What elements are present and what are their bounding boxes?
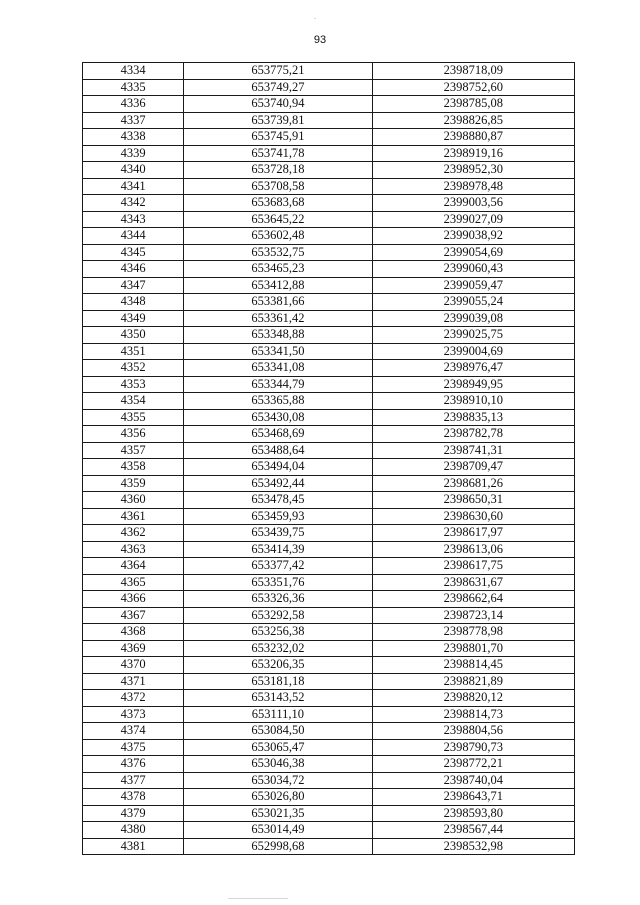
point-number-cell: 4342 bbox=[83, 195, 184, 212]
table-row bbox=[83, 343, 575, 360]
y-coordinate-cell: 2398976,47 bbox=[372, 360, 574, 377]
point-number-cell: 4381 bbox=[83, 838, 184, 855]
point-number-cell: 4336 bbox=[83, 96, 184, 113]
x-coordinate-cell: 653459,93 bbox=[184, 508, 372, 525]
y-coordinate-cell: 2399039,08 bbox=[372, 310, 574, 327]
table-row bbox=[83, 228, 575, 245]
y-coordinate-cell: 2398681,26 bbox=[372, 475, 574, 492]
table-row bbox=[83, 673, 575, 690]
point-number-cell: 4352 bbox=[83, 360, 184, 377]
y-coordinate-cell: 2398630,60 bbox=[372, 508, 574, 525]
point-number-cell: 4338 bbox=[83, 129, 184, 146]
point-number-cell: 4340 bbox=[83, 162, 184, 179]
table-row bbox=[83, 607, 575, 624]
y-coordinate-cell: 2398804,56 bbox=[372, 723, 574, 740]
table-row bbox=[83, 129, 575, 146]
x-coordinate-cell: 653084,50 bbox=[184, 723, 372, 740]
x-coordinate-cell: 653740,94 bbox=[184, 96, 372, 113]
y-coordinate-cell: 2398820,12 bbox=[372, 690, 574, 707]
table-row bbox=[83, 475, 575, 492]
y-coordinate-cell: 2398593,80 bbox=[372, 805, 574, 822]
point-number-cell: 4337 bbox=[83, 112, 184, 129]
x-coordinate-cell: 653377,42 bbox=[184, 558, 372, 575]
table-row bbox=[83, 426, 575, 443]
table-row bbox=[83, 277, 575, 294]
x-coordinate-cell: 653468,69 bbox=[184, 426, 372, 443]
point-number-cell: 4335 bbox=[83, 79, 184, 96]
point-number-cell: 4369 bbox=[83, 640, 184, 657]
y-coordinate-cell: 2399055,24 bbox=[372, 294, 574, 311]
table-row bbox=[83, 541, 575, 558]
table-row bbox=[83, 624, 575, 641]
y-coordinate-cell: 2398814,45 bbox=[372, 657, 574, 674]
table-row bbox=[83, 96, 575, 113]
point-number-cell: 4355 bbox=[83, 409, 184, 426]
table-row bbox=[83, 409, 575, 426]
x-coordinate-cell: 653232,02 bbox=[184, 640, 372, 657]
point-number-cell: 4346 bbox=[83, 261, 184, 278]
point-number-cell: 4373 bbox=[83, 706, 184, 723]
table-row bbox=[83, 459, 575, 476]
table-row bbox=[83, 657, 575, 674]
point-number-cell: 4359 bbox=[83, 475, 184, 492]
x-coordinate-cell: 653708,58 bbox=[184, 178, 372, 195]
x-coordinate-cell: 653034,72 bbox=[184, 772, 372, 789]
x-coordinate-cell: 653292,58 bbox=[184, 607, 372, 624]
point-number-cell: 4341 bbox=[83, 178, 184, 195]
y-coordinate-cell: 2398631,67 bbox=[372, 574, 574, 591]
x-coordinate-cell: 653256,38 bbox=[184, 624, 372, 641]
point-number-cell: 4350 bbox=[83, 327, 184, 344]
x-coordinate-cell: 653602,48 bbox=[184, 228, 372, 245]
x-coordinate-cell: 653412,88 bbox=[184, 277, 372, 294]
x-coordinate-cell: 653326,36 bbox=[184, 591, 372, 608]
y-coordinate-cell: 2398790,73 bbox=[372, 739, 574, 756]
x-coordinate-cell: 653351,76 bbox=[184, 574, 372, 591]
y-coordinate-cell: 2398826,85 bbox=[372, 112, 574, 129]
y-coordinate-cell: 2399059,47 bbox=[372, 277, 574, 294]
point-number-cell: 4347 bbox=[83, 277, 184, 294]
x-coordinate-cell: 653532,75 bbox=[184, 244, 372, 261]
point-number-cell: 4372 bbox=[83, 690, 184, 707]
table-row bbox=[83, 376, 575, 393]
point-number-cell: 4344 bbox=[83, 228, 184, 245]
y-coordinate-cell: 2398643,71 bbox=[372, 789, 574, 806]
x-coordinate-cell: 653046,38 bbox=[184, 756, 372, 773]
x-coordinate-cell: 653065,47 bbox=[184, 739, 372, 756]
x-coordinate-cell: 653465,23 bbox=[184, 261, 372, 278]
point-number-cell: 4363 bbox=[83, 541, 184, 558]
y-coordinate-cell: 2398801,70 bbox=[372, 640, 574, 657]
y-coordinate-cell: 2398617,75 bbox=[372, 558, 574, 575]
x-coordinate-cell: 653728,18 bbox=[184, 162, 372, 179]
point-number-cell: 4334 bbox=[83, 63, 184, 80]
y-coordinate-cell: 2398718,09 bbox=[372, 63, 574, 80]
point-number-cell: 4371 bbox=[83, 673, 184, 690]
page-number: 93 bbox=[313, 34, 327, 46]
table-row bbox=[83, 310, 575, 327]
table-row bbox=[83, 772, 575, 789]
y-coordinate-cell: 2398567,44 bbox=[372, 822, 574, 839]
y-coordinate-cell: 2398617,97 bbox=[372, 525, 574, 542]
y-coordinate-cell: 2398532,98 bbox=[372, 838, 574, 855]
table-row bbox=[83, 195, 575, 212]
table-row bbox=[83, 756, 575, 773]
point-number-cell: 4348 bbox=[83, 294, 184, 311]
point-number-cell: 4374 bbox=[83, 723, 184, 740]
x-coordinate-cell: 653645,22 bbox=[184, 211, 372, 228]
x-coordinate-cell: 653341,50 bbox=[184, 343, 372, 360]
y-coordinate-cell: 2398772,21 bbox=[372, 756, 574, 773]
x-coordinate-cell: 653341,08 bbox=[184, 360, 372, 377]
x-coordinate-cell: 653430,08 bbox=[184, 409, 372, 426]
x-coordinate-cell: 653365,88 bbox=[184, 393, 372, 410]
point-number-cell: 4361 bbox=[83, 508, 184, 525]
table-row bbox=[83, 145, 575, 162]
y-coordinate-cell: 2398919,16 bbox=[372, 145, 574, 162]
point-number-cell: 4380 bbox=[83, 822, 184, 839]
x-coordinate-cell: 653494,04 bbox=[184, 459, 372, 476]
y-coordinate-cell: 2398662,64 bbox=[372, 591, 574, 608]
x-coordinate-cell: 653488,64 bbox=[184, 442, 372, 459]
y-coordinate-cell: 2399054,69 bbox=[372, 244, 574, 261]
point-number-cell: 4377 bbox=[83, 772, 184, 789]
y-coordinate-cell: 2398778,98 bbox=[372, 624, 574, 641]
point-number-cell: 4370 bbox=[83, 657, 184, 674]
point-number-cell: 4379 bbox=[83, 805, 184, 822]
table-row bbox=[83, 63, 575, 80]
table-row bbox=[83, 591, 575, 608]
x-coordinate-cell: 653741,78 bbox=[184, 145, 372, 162]
x-coordinate-cell: 653739,81 bbox=[184, 112, 372, 129]
y-coordinate-cell: 2399038,92 bbox=[372, 228, 574, 245]
table-row bbox=[83, 492, 575, 509]
x-coordinate-cell: 653348,88 bbox=[184, 327, 372, 344]
table-row bbox=[83, 525, 575, 542]
point-number-cell: 4351 bbox=[83, 343, 184, 360]
y-coordinate-cell: 2398949,95 bbox=[372, 376, 574, 393]
y-coordinate-cell: 2398952,30 bbox=[372, 162, 574, 179]
x-coordinate-cell: 653478,45 bbox=[184, 492, 372, 509]
scan-artifact-bottom bbox=[228, 898, 288, 899]
table-row bbox=[83, 162, 575, 179]
y-coordinate-cell: 2398740,04 bbox=[372, 772, 574, 789]
point-number-cell: 4367 bbox=[83, 607, 184, 624]
x-coordinate-cell: 653111,10 bbox=[184, 706, 372, 723]
x-coordinate-cell: 653492,44 bbox=[184, 475, 372, 492]
y-coordinate-cell: 2398613,06 bbox=[372, 541, 574, 558]
x-coordinate-cell: 653745,91 bbox=[184, 129, 372, 146]
y-coordinate-cell: 2398880,87 bbox=[372, 129, 574, 146]
y-coordinate-cell: 2398741,31 bbox=[372, 442, 574, 459]
point-number-cell: 4360 bbox=[83, 492, 184, 509]
point-number-cell: 4356 bbox=[83, 426, 184, 443]
x-coordinate-cell: 653775,21 bbox=[184, 63, 372, 80]
table-row bbox=[83, 690, 575, 707]
y-coordinate-cell: 2398782,78 bbox=[372, 426, 574, 443]
y-coordinate-cell: 2398752,60 bbox=[372, 79, 574, 96]
x-coordinate-cell: 653021,35 bbox=[184, 805, 372, 822]
x-coordinate-cell: 653181,18 bbox=[184, 673, 372, 690]
y-coordinate-cell: 2398910,10 bbox=[372, 393, 574, 410]
x-coordinate-cell: 653439,75 bbox=[184, 525, 372, 542]
x-coordinate-cell: 653361,42 bbox=[184, 310, 372, 327]
table-row bbox=[83, 360, 575, 377]
scan-artifact-top bbox=[314, 18, 316, 19]
table-row bbox=[83, 789, 575, 806]
y-coordinate-cell: 2399025,75 bbox=[372, 327, 574, 344]
point-number-cell: 4349 bbox=[83, 310, 184, 327]
point-number-cell: 4364 bbox=[83, 558, 184, 575]
point-number-cell: 4378 bbox=[83, 789, 184, 806]
y-coordinate-cell: 2398835,13 bbox=[372, 409, 574, 426]
table-row bbox=[83, 244, 575, 261]
y-coordinate-cell: 2398821,89 bbox=[372, 673, 574, 690]
y-coordinate-cell: 2399004,69 bbox=[372, 343, 574, 360]
table-row bbox=[83, 211, 575, 228]
y-coordinate-cell: 2399060,43 bbox=[372, 261, 574, 278]
table-row bbox=[83, 508, 575, 525]
point-number-cell: 4345 bbox=[83, 244, 184, 261]
table-row bbox=[83, 79, 575, 96]
point-number-cell: 4376 bbox=[83, 756, 184, 773]
table-row bbox=[83, 261, 575, 278]
point-number-cell: 4358 bbox=[83, 459, 184, 476]
point-number-cell: 4339 bbox=[83, 145, 184, 162]
point-number-cell: 4354 bbox=[83, 393, 184, 410]
point-number-cell: 4353 bbox=[83, 376, 184, 393]
table-row bbox=[83, 294, 575, 311]
table-row bbox=[83, 805, 575, 822]
x-coordinate-cell: 652998,68 bbox=[184, 838, 372, 855]
y-coordinate-cell: 2399027,09 bbox=[372, 211, 574, 228]
y-coordinate-cell: 2398650,31 bbox=[372, 492, 574, 509]
x-coordinate-cell: 653206,35 bbox=[184, 657, 372, 674]
x-coordinate-cell: 653414,39 bbox=[184, 541, 372, 558]
table-row bbox=[83, 640, 575, 657]
table-row bbox=[83, 822, 575, 839]
x-coordinate-cell: 653143,52 bbox=[184, 690, 372, 707]
x-coordinate-cell: 653344,79 bbox=[184, 376, 372, 393]
point-number-cell: 4366 bbox=[83, 591, 184, 608]
table-row bbox=[83, 393, 575, 410]
table-row bbox=[83, 112, 575, 129]
point-number-cell: 4375 bbox=[83, 739, 184, 756]
x-coordinate-cell: 653749,27 bbox=[184, 79, 372, 96]
point-number-cell: 4368 bbox=[83, 624, 184, 641]
table-row bbox=[83, 327, 575, 344]
table-row bbox=[83, 723, 575, 740]
y-coordinate-cell: 2398978,48 bbox=[372, 178, 574, 195]
table-row bbox=[83, 442, 575, 459]
table-row bbox=[83, 739, 575, 756]
x-coordinate-cell: 653026,80 bbox=[184, 789, 372, 806]
table-row bbox=[83, 706, 575, 723]
table-row bbox=[83, 178, 575, 195]
y-coordinate-cell: 2398709,47 bbox=[372, 459, 574, 476]
coordinates-table-body bbox=[83, 63, 575, 855]
coordinates-table bbox=[82, 62, 575, 855]
point-number-cell: 4357 bbox=[83, 442, 184, 459]
table-row bbox=[83, 558, 575, 575]
y-coordinate-cell: 2398723,14 bbox=[372, 607, 574, 624]
table-row bbox=[83, 574, 575, 591]
x-coordinate-cell: 653683,68 bbox=[184, 195, 372, 212]
point-number-cell: 4343 bbox=[83, 211, 184, 228]
y-coordinate-cell: 2398814,73 bbox=[372, 706, 574, 723]
x-coordinate-cell: 653381,66 bbox=[184, 294, 372, 311]
point-number-cell: 4365 bbox=[83, 574, 184, 591]
table-row bbox=[83, 838, 575, 855]
y-coordinate-cell: 2399003,56 bbox=[372, 195, 574, 212]
point-number-cell: 4362 bbox=[83, 525, 184, 542]
x-coordinate-cell: 653014,49 bbox=[184, 822, 372, 839]
y-coordinate-cell: 2398785,08 bbox=[372, 96, 574, 113]
